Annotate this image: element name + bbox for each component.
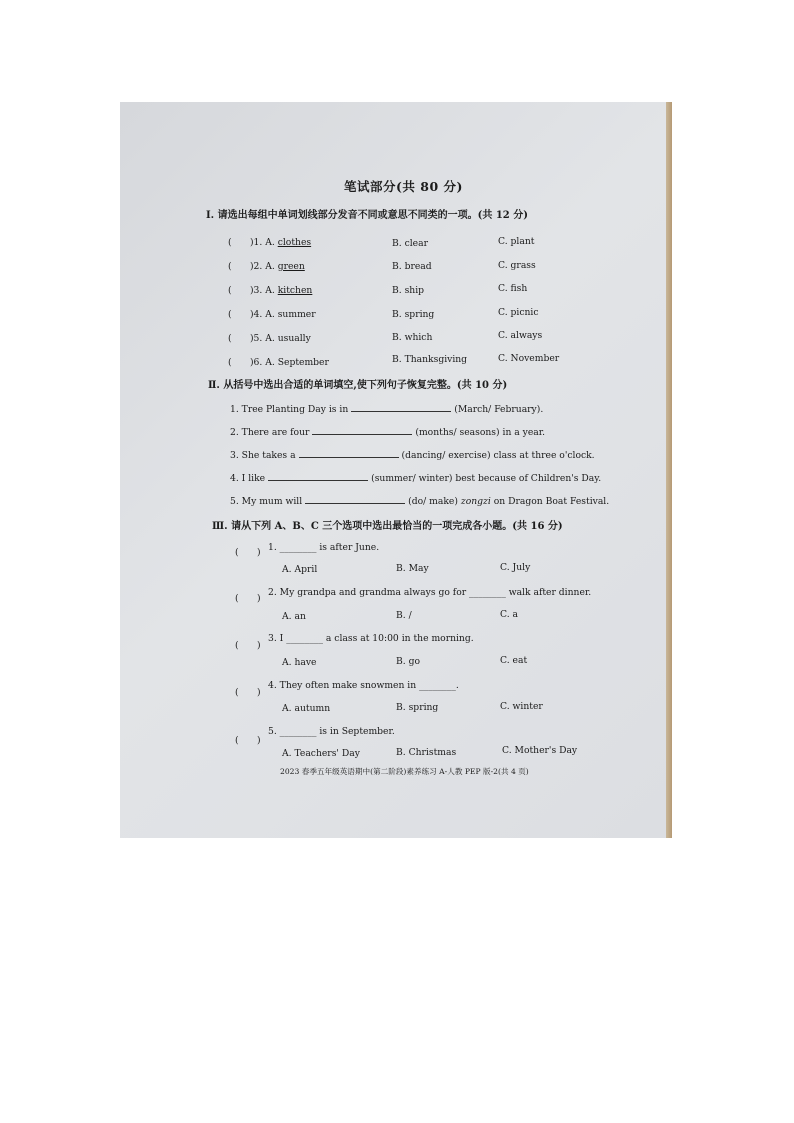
- answer-blank[interactable]: [351, 402, 451, 412]
- option-b: B. go: [396, 656, 421, 667]
- option-a: September: [277, 357, 329, 368]
- option-b: B. May: [396, 563, 429, 574]
- section-2-item-1: [230, 402, 543, 415]
- paper-edge: [666, 102, 672, 838]
- answer-paren[interactable]: ( ): [235, 640, 261, 651]
- answer-blank[interactable]: [268, 471, 368, 481]
- option-b: B. which: [392, 332, 433, 343]
- exam-page-photo: [120, 102, 672, 838]
- question-text: 2. My grandpa and grandma always go for ________ walk after dinner.: [268, 587, 592, 598]
- option-c: C. always: [498, 330, 543, 341]
- question-number: ( )3. A.: [228, 285, 278, 296]
- question-number: ( )6. A.: [228, 357, 278, 368]
- answer-blank[interactable]: [299, 448, 399, 458]
- option-a: A. an: [282, 611, 306, 622]
- section-2-item-3: [230, 448, 595, 461]
- option-c: C. plant: [498, 236, 535, 247]
- option-c: C. a: [500, 609, 519, 620]
- option-a: A. Teachers' Day: [282, 748, 360, 759]
- sentence-start: 4. I like: [230, 473, 266, 484]
- option-a: clothes: [277, 237, 312, 248]
- word-options: (March/ February).: [454, 404, 544, 415]
- option-a: summer: [277, 309, 316, 320]
- option-c: C. eat: [500, 655, 528, 666]
- option-a: A. have: [282, 657, 317, 668]
- option-b: B. bread: [392, 261, 432, 272]
- answer-paren[interactable]: ( ): [235, 687, 261, 698]
- question-number: ( )5. A.: [228, 333, 278, 344]
- option-c: C. grass: [498, 260, 536, 271]
- sentence-start: 3. She takes a: [230, 450, 296, 461]
- section-1-heading: Ⅰ. 请选出每组中单词划线部分发音不同或意思不同类的一项。(共 12 分): [206, 210, 528, 221]
- section-2-item-4: [230, 471, 601, 484]
- answer-blank[interactable]: [305, 494, 405, 504]
- question-text: 5. ________ is in September.: [268, 726, 395, 737]
- option-c: C. picnic: [498, 307, 539, 318]
- option-b: B. Christmas: [396, 747, 457, 758]
- word-options: (months/ seasons): [415, 427, 500, 438]
- question-number: ( )4. A.: [228, 309, 278, 320]
- section-2-item-2: [230, 425, 545, 438]
- option-b: B. clear: [392, 238, 428, 249]
- answer-blank[interactable]: [312, 425, 412, 435]
- option-b: B. spring: [392, 309, 435, 320]
- page-footer: 2023 春季五年级英语期中(第二阶段)素养练习 A-人教 PEP 版-2(共 4 页): [280, 767, 529, 776]
- sentence-start: 5. My mum will: [230, 496, 303, 507]
- option-a: green: [277, 261, 305, 272]
- sentence-end: on Dragon Boat Festival.: [493, 496, 610, 507]
- section-2-item-5: [230, 494, 609, 507]
- option-a: usually: [277, 333, 311, 344]
- question-text: 1. ________ is after June.: [268, 542, 380, 553]
- sentence-end: in a year.: [502, 427, 546, 438]
- option-c: C. winter: [500, 701, 543, 712]
- section-3-heading: Ⅲ. 请从下列 A、B、C 三个选项中选出最恰当的一项完成各小题。(共 16 分): [212, 521, 563, 532]
- option-c: C. Mother's Day: [502, 745, 578, 756]
- option-a: kitchen: [277, 285, 313, 296]
- question-text: 3. I ________ a class at 10:00 in the morning.: [268, 633, 474, 644]
- word-options: (summer/ winter): [371, 473, 453, 484]
- option-a: A. April: [282, 564, 318, 575]
- option-b: B. ship: [392, 285, 425, 296]
- sentence-end: best because of Children's Day.: [455, 473, 602, 484]
- answer-paren[interactable]: ( ): [235, 547, 261, 558]
- answer-paren[interactable]: ( ): [235, 735, 261, 746]
- sentence-end: class at three o'clock.: [493, 450, 595, 461]
- italic-word: zongzi: [460, 496, 491, 507]
- question-number: ( )2. A.: [228, 261, 278, 272]
- option-b: B. /: [396, 610, 412, 621]
- answer-paren[interactable]: ( ): [235, 593, 261, 604]
- question-number: ( )1. A.: [228, 237, 278, 248]
- sentence-start: 1. Tree Planting Day is in: [230, 404, 349, 415]
- option-c: C. fish: [498, 283, 528, 294]
- option-c: C. July: [500, 562, 531, 573]
- option-c: C. November: [498, 353, 560, 364]
- word-options: (do/ make): [408, 496, 458, 507]
- option-a: A. autumn: [282, 703, 331, 714]
- word-options: (dancing/ exercise): [401, 450, 491, 461]
- sentence-start: 2. There are four: [230, 427, 310, 438]
- question-text: 4. They often make snowmen in ________.: [268, 680, 459, 691]
- section-2-heading: Ⅱ. 从括号中选出合适的单词填空,使下列句子恢复完整。(共 10 分): [208, 380, 508, 391]
- option-b: B. Thanksgiving: [392, 354, 468, 365]
- page-title: 笔试部分(共 80 分): [344, 179, 463, 194]
- option-b: B. spring: [396, 702, 439, 713]
